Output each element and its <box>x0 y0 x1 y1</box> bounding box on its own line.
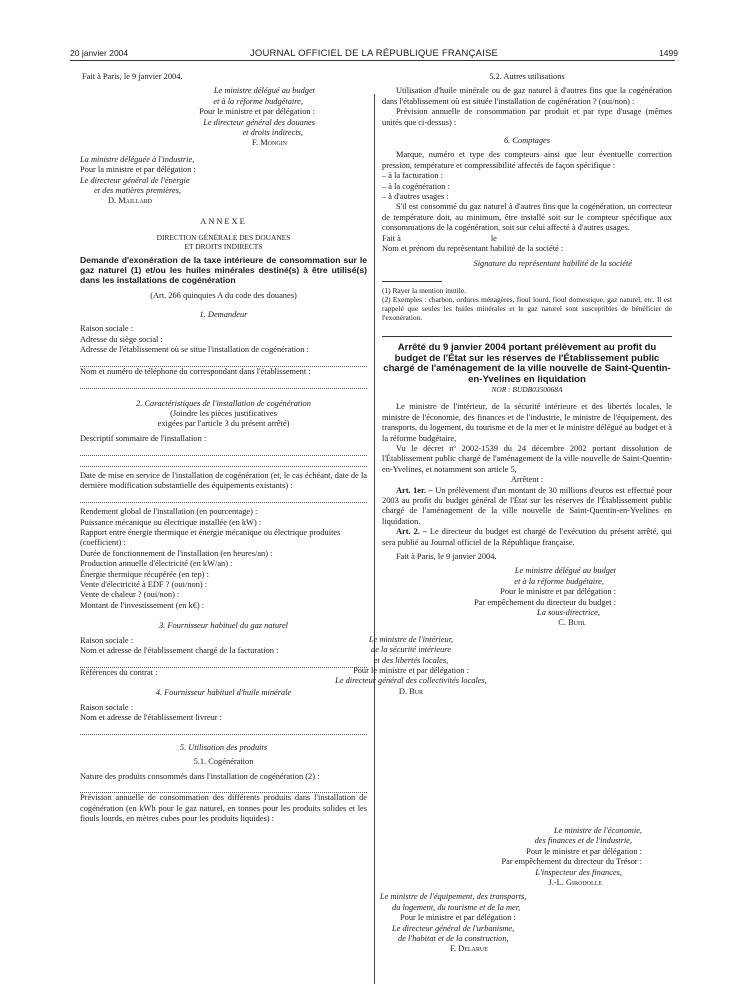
article-1-label: Art. 1er. – <box>396 485 433 495</box>
sigC-name: J.-L. Girodolle <box>548 878 602 888</box>
form-line: Production annuelle d'électricité (en kW/an) : <box>80 559 233 569</box>
fill-line <box>80 456 367 467</box>
sigA-line: Pour le ministre et par délégation : <box>500 587 616 597</box>
fill-line <box>80 492 367 503</box>
form-line: – à d'autres usages : <box>382 192 449 202</box>
demande-title: Demande d'exonération de la taxe intérieure de consommation sur le gaz naturel (1) et/ou les huiles minérales destiné(s) à être utilisé(s) dans les installations de cogénération <box>80 255 367 286</box>
sig2-line: Le directeur général de l'énergie <box>80 175 190 185</box>
left-column <box>80 72 367 825</box>
sig1-line: et droits indirects, <box>242 128 303 138</box>
sigD-line: du logement, du tourisme et de la mer, <box>392 902 521 912</box>
form-line: Durée de fonctionnement de l'installation (en heures/an) : <box>80 548 273 558</box>
column-divider <box>374 94 375 984</box>
footnote-2: (2) Exemples : charbon, ordures ménagères, fioul lourd, fioul domestique, gaz naturel, etc. Il est rappelé que seules les huiles minérales et le gaz naturel sont susceptibles de bénéficier de l'exonération. <box>382 294 672 322</box>
section-2-title: 2. Caractéristiques de l'installation de cogénération <box>136 398 311 408</box>
sigC-line: L'inspecteur des finances, <box>535 867 622 877</box>
signature-caption: Signature du représentant habilité de la société <box>473 258 632 268</box>
signature-block-budget <box>80 86 367 148</box>
form-line: Nature des produits consommés dans l'installation de cogénération (2) : <box>80 771 320 781</box>
article-1-text: Un prélèvement d'un montant de 30 millions d'euros est effectué pour 2003 au profit du budget général de l'État sur les réserves de l'Établissement public chargé de l'aménagement de la ville nouvelle de Saint-Quentin-en-Yvelines en liquidation. <box>382 485 673 526</box>
direction-line: DIRECTION GÉNÉRALE DES DOUANES <box>156 233 291 243</box>
footnote-1: (1) Rayer la mention inutile. <box>382 285 466 295</box>
fill-line <box>80 723 367 734</box>
sig2-line: Pour la ministre et par délégation : <box>80 165 196 175</box>
section-51-title: 5.1. Cogénération <box>193 757 254 767</box>
fill-line <box>80 355 367 366</box>
article-2-text: Le directeur du budget est chargé de l'exécution du présent arrêté, qui sera publié au Journal officiel de la République française. <box>382 527 673 547</box>
section-52-title: 5.2. Autres utilisations <box>489 72 565 81</box>
sigD-line: Pour le ministre et par délégation : <box>400 913 516 923</box>
section-3-title: 3. Fournisseur habituel du gaz naturel <box>158 621 289 631</box>
form-line: Prévision annuelle de consommation des différents produits dans l'installation de cogénération (en kWh pour le gaz naturel, en tonnes pour les produits solides et les fiouls lourds, en mètres cubes pour les produits liquides) : <box>80 793 367 824</box>
signature-block-economie <box>382 826 672 888</box>
fait-a-label: Fait à <box>382 233 401 243</box>
form-line: Marque, numéro et type des compteurs ainsi que leur éventuelle correction pression, température et compressibilité affectés de façon spécifique : <box>382 150 672 170</box>
bottom-signatures <box>382 826 672 955</box>
sigC-line: Pour le ministre et par délégation : <box>526 846 642 856</box>
form-line: Références du contrat : <box>80 667 158 677</box>
article-2-label: Art. 2. – <box>396 527 427 537</box>
section-5-title: 5. Utilisation des produits <box>179 742 268 752</box>
sig1-line: et à la réforme budgétaire, <box>213 96 303 106</box>
sigA-line: La sous-directrice, <box>537 608 600 617</box>
sigA-name: C. Buhl <box>558 618 586 628</box>
section-2-sub: exigées par l'article 3 du présent arrêté) <box>157 419 290 429</box>
form-line: – à la cogénération : <box>382 181 450 191</box>
nor-code: NOR : BUDB0350068A <box>491 385 563 395</box>
article-ref: (Art. 266 quinquies A du code des douanes) <box>150 291 297 301</box>
fill-line <box>80 444 367 455</box>
sigD-line: Le ministre de l'équipement, des transports, <box>380 892 527 902</box>
sigB-line: de la sécurité intérieure <box>371 645 451 655</box>
form-line: Vente de chaleur ? (oui/non) : <box>80 590 180 600</box>
header-date: 20 janvier 2004 <box>70 48 129 58</box>
signature-block-budget-2 <box>382 566 672 628</box>
sig2-line: et des matières premières, <box>94 186 181 196</box>
sigB-line: Le ministre de l'intérieur, <box>368 634 454 644</box>
sig1-line: Pour le ministre et par délégation : <box>199 107 315 117</box>
sigA-line: Par empêchement du directeur du budget : <box>474 597 616 607</box>
form-line: Prévision annuelle de consommation par produit et par type d'usage (mêmes unités que ci-dessus) : <box>382 107 672 127</box>
article-2 <box>382 527 672 548</box>
form-line: Utilisation d'huile minérale ou de gaz naturel à d'autres fins que la cogénération dans l'établissement où est située l'installation de cogénération ? (oui/non) : <box>382 86 672 106</box>
sig1-line: Le ministre délégué au budget <box>213 86 315 96</box>
form-line: Nom et adresse de l'établissement livreur : <box>80 713 222 722</box>
section-6-title: 6. Comptages <box>503 136 551 146</box>
sigD-name: F. Delarue <box>450 944 488 954</box>
form-line: Adresse de l'établissement où se situe l'installation de cogénération : <box>80 344 309 354</box>
form-line: Puissance mécanique ou électrique installée (en kW) : <box>80 517 262 527</box>
form-line: Vente d'électricité à EDF ? (oui/non) : <box>80 579 208 589</box>
sigC-line: Le ministre de l'économie, <box>553 826 642 835</box>
sig1-name: F. Mongin <box>252 138 287 148</box>
arretent: Arrêtent : <box>510 475 544 485</box>
sig2-line: La ministre déléguée à l'industrie, <box>80 154 195 164</box>
form-line: Raison sociale : <box>80 702 134 712</box>
journal-title: JOURNAL OFFICIEL DE LA RÉPUBLIQUE FRANÇAISE <box>249 48 499 59</box>
sig1-line: Le directeur général des douanes <box>203 117 315 127</box>
form-line: Descriptif sommaire de l'installation : <box>80 433 207 443</box>
fill-line <box>80 782 367 793</box>
right-column <box>335 72 673 697</box>
sigB-name: D. Bur <box>398 686 424 696</box>
section-rule <box>382 336 672 337</box>
sigB-line: Pour le ministre et par délégation : <box>353 666 469 676</box>
form-line: Nom et numéro de téléphone du correspondant dans l'établissement : <box>80 366 311 376</box>
le-label: le <box>490 233 497 243</box>
form-line: Nom et prénom du représentant habilité de la société : <box>382 244 564 254</box>
fait-a-line <box>382 234 672 244</box>
section-1-title: 1. Demandeur <box>199 309 248 319</box>
sig2-name: D. Maillard <box>108 196 153 206</box>
form-line: Rapport entre énergie thermique et énergie mécanique ou électrique produites (coefficient) : <box>80 527 341 548</box>
article-1 <box>382 486 672 528</box>
form-line: Montant de l'investissement (en k€) : <box>80 600 205 610</box>
form-line: Énergie thermique récupérée (en tep) : <box>80 569 209 579</box>
direction-line: ET DROITS INDIRECTS <box>184 242 263 252</box>
sigA-line: Le ministre délégué au budget <box>514 566 616 576</box>
fait-paris-1: Fait à Paris, le 9 janvier 2004. <box>82 72 183 81</box>
sigA-line: et à la réforme budgétaire, <box>514 576 604 586</box>
form-line: Date de mise en service de l'installation de cogénération (et, le cas échéant, date de la dernière modification substantielle des équipements existants) : <box>80 470 367 491</box>
form-line: S'il est consommé du gaz naturel à d'autres fins que la cogénération, un correcteur de température doit, au minimum, être installé soit sur le compteur spécifique aux consommations de la cogénération, soit sur celui affecté à d'autres usages. <box>382 202 672 233</box>
form-line: Adresse du siège social : <box>80 334 163 344</box>
page-number: 1499 <box>659 48 678 58</box>
signature-block-equipement <box>380 892 672 954</box>
section-2-sub: (Joindre les pièces justificatives <box>170 408 277 418</box>
arrete-vu: Vu le décret nº 2002-1539 du 24 décembre 2002 portant dissolution de l'Établissement public chargé de l'aménagement de la ville nouvelle de Saint-Quentin-en-Yvelines, et notamment son article 5, <box>382 443 672 474</box>
form-line: Nom et adresse de l'établissement chargé de la facturation : <box>80 645 279 655</box>
signature-block-industrie <box>80 155 367 207</box>
form-line: Raison sociale : <box>80 324 134 334</box>
form-line: – à la facturation : <box>382 171 443 181</box>
form-line: Rendement global de l'installation (en pourcentage) : <box>80 507 258 517</box>
fait-paris-2: Fait à Paris, le 9 janvier 2004. <box>396 551 497 561</box>
form-line: Raison sociale : <box>80 635 134 645</box>
arrete-title: Arrêté du 9 janvier 2004 portant prélèvement au profit du budget de l'État sur les réserves de l'Établissement public chargé de l'aménagement de la ville nouvelle de Saint-Quentin-en-Yvelines en liquidation <box>383 341 671 385</box>
annexe-title: ANNEXE <box>200 216 247 226</box>
arrete-preamble: Le ministre de l'intérieur, de la sécurité intérieure et des libertés locales, le ministre de l'économie, des finances et de l'industrie, le ministre de l'équipement, des transports, du logement, du tourisme et de la mer et le ministre délégué au budget et à la réforme budgétaire, <box>382 402 672 443</box>
sigD-line: de l'habitat et de la construction, <box>398 934 509 944</box>
fill-line <box>80 377 367 388</box>
sigB-line: Le directeur général des collectivités locales, <box>335 676 487 686</box>
section-4-title: 4. Fournisseur habituel d'huile minérale <box>155 688 292 698</box>
sigC-line: des finances et de l'industrie, <box>534 836 632 846</box>
signature-block-interieur <box>286 635 536 697</box>
sigB-line: et des libertés locales, <box>373 655 449 665</box>
sigD-line: Le directeur général de l'urbanisme, <box>392 923 515 933</box>
header-rule <box>70 60 675 61</box>
sigC-line: Par empêchement du directeur du Trésor : <box>501 857 642 867</box>
